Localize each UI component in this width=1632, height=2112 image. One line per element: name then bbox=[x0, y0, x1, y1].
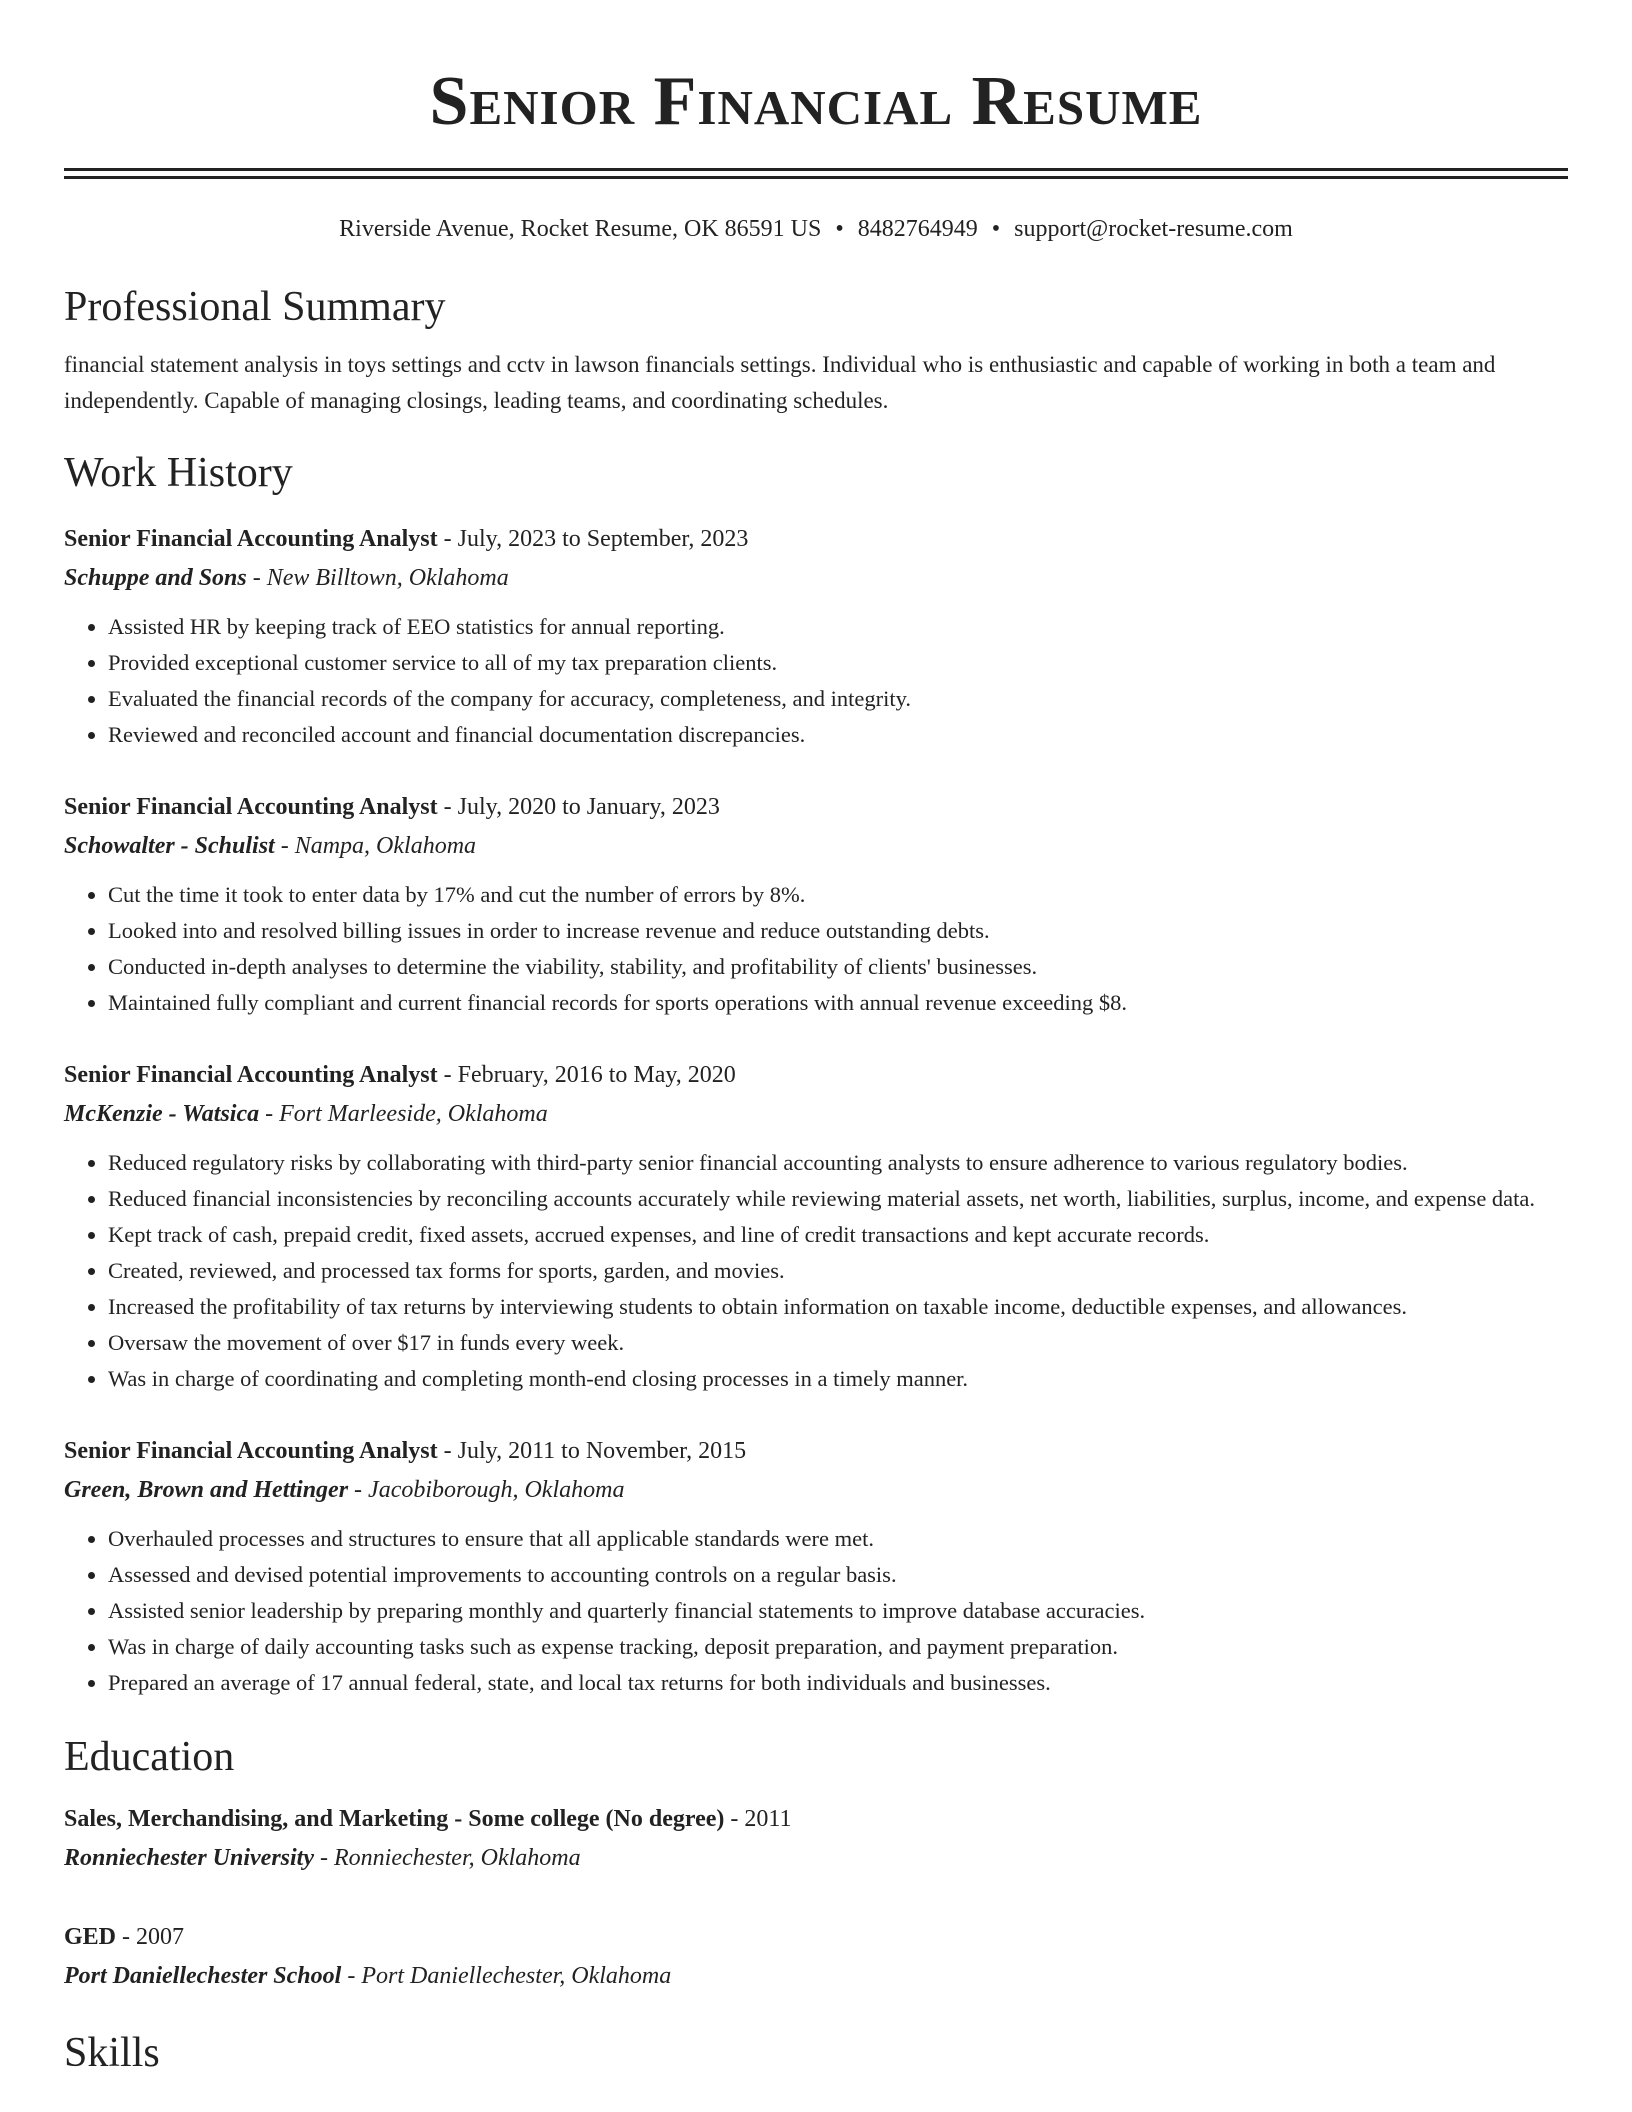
contact-separator: • bbox=[835, 216, 844, 242]
contact-email: support@rocket-resume.com bbox=[1014, 216, 1293, 242]
job-company: Green, Brown and Hettinger bbox=[64, 1477, 349, 1503]
job-company-line bbox=[64, 827, 1568, 865]
job-company-line bbox=[64, 1471, 1568, 1509]
job-bullet: • Reduced regulatory risks by collaborating with third-party senior financial accounting analysts to ensure adherence to various regulatory bodies. bbox=[108, 1145, 1568, 1181]
job-bullets bbox=[64, 1521, 1568, 1701]
job-title-line bbox=[64, 1055, 1568, 1095]
education-school-line bbox=[64, 1839, 1568, 1877]
education-location: - Port Daniellechester, Oklahoma bbox=[341, 1963, 672, 1989]
skills-section bbox=[64, 2025, 1568, 2081]
job-bullet: • Maintained fully compliant and current financial records for sports operations with annual revenue exceeding $8. bbox=[108, 985, 1568, 1021]
job-entry bbox=[64, 519, 1568, 753]
job-dates: - July, 2011 to November, 2015 bbox=[437, 1438, 747, 1464]
job-company-line bbox=[64, 559, 1568, 597]
education-location: - Ronniechester, Oklahoma bbox=[314, 1845, 581, 1871]
section-heading-work: Work History bbox=[64, 450, 293, 496]
professional-summary-section bbox=[64, 279, 1568, 419]
education-degree: GED bbox=[64, 1924, 117, 1950]
job-bullets bbox=[64, 609, 1568, 753]
job-bullet: • Was in charge of coordinating and completing month-end closing processes in a timely manner. bbox=[108, 1361, 1568, 1397]
job-company: Schowalter - Schulist bbox=[64, 833, 275, 859]
job-dates: - February, 2016 to May, 2020 bbox=[437, 1062, 736, 1088]
education-entry bbox=[64, 1799, 1568, 1877]
job-company: Schuppe and Sons bbox=[64, 565, 247, 591]
job-dates: - July, 2023 to September, 2023 bbox=[437, 526, 749, 552]
job-bullet: • Increased the profitability of tax returns by interviewing students to obtain information on taxable income, deductible expenses, and allowances. bbox=[108, 1289, 1568, 1325]
section-heading-summary: Professional Summary bbox=[64, 284, 446, 330]
education-degree-line bbox=[64, 1917, 1568, 1957]
job-bullet: • Conducted in-depth analyses to determine the viability, stability, and profitability of clients' businesses. bbox=[108, 949, 1568, 985]
education-school-line bbox=[64, 1957, 1568, 1995]
work-history-section bbox=[64, 445, 1568, 1701]
section-heading-skills: Skills bbox=[64, 2030, 160, 2076]
job-bullet: • Overhauled processes and structures to ensure that all applicable standards were met. bbox=[108, 1521, 1568, 1557]
job-bullets bbox=[64, 877, 1568, 1021]
job-role: Senior Financial Accounting Analyst bbox=[64, 794, 438, 820]
job-company: McKenzie - Watsica bbox=[64, 1101, 260, 1127]
contact-address: Riverside Avenue, Rocket Resume, OK 86591 US bbox=[339, 216, 822, 242]
job-entry bbox=[64, 1431, 1568, 1701]
job-location: - Fort Marleeside, Oklahoma bbox=[259, 1101, 548, 1127]
resume-page bbox=[64, 0, 1568, 2081]
job-dates: - July, 2020 to January, 2023 bbox=[437, 794, 720, 820]
section-heading-education: Education bbox=[64, 1734, 235, 1780]
education-school: Port Daniellechester School bbox=[64, 1963, 342, 1989]
job-company-line bbox=[64, 1095, 1568, 1133]
job-location: - New Billtown, Oklahoma bbox=[246, 565, 509, 591]
title-double-rule bbox=[64, 168, 1568, 179]
job-entry bbox=[64, 787, 1568, 1021]
job-title-line bbox=[64, 1431, 1568, 1471]
summary-text: financial statement analysis in toys settings and cctv in lawson financials settings. Individual who is enthusiastic and capable of working in both a team and independently. Capable of managing closings, leading teams, and coordinating schedules. bbox=[64, 352, 1496, 413]
education-school: Ronniechester University bbox=[64, 1845, 314, 1871]
education-section bbox=[64, 1729, 1568, 1995]
job-title-line bbox=[64, 787, 1568, 827]
job-bullet: • Assessed and devised potential improvements to accounting controls on a regular basis. bbox=[108, 1557, 1568, 1593]
job-bullet: • Looked into and resolved billing issues in order to increase revenue and reduce outstanding debts. bbox=[108, 913, 1568, 949]
job-bullet: • Provided exceptional customer service to all of my tax preparation clients. bbox=[108, 645, 1568, 681]
job-entry bbox=[64, 1055, 1568, 1397]
contact-line bbox=[64, 213, 1568, 245]
job-bullet: • Reduced financial inconsistencies by reconciling accounts accurately while reviewing material assets, net worth, liabilities, surplus, income, and expense data. bbox=[108, 1181, 1568, 1217]
education-degree-line bbox=[64, 1799, 1568, 1839]
contact-separator: • bbox=[991, 216, 1001, 242]
education-year: - 2011 bbox=[724, 1806, 792, 1832]
education-entry bbox=[64, 1917, 1568, 1995]
job-bullet: • Evaluated the financial records of the company for accuracy, completeness, and integrity. bbox=[108, 681, 1568, 717]
job-bullet: • Assisted HR by keeping track of EEO statistics for annual reporting. bbox=[108, 609, 1568, 645]
education-year: - 2007 bbox=[116, 1924, 185, 1950]
job-bullet: • Was in charge of daily accounting tasks such as expense tracking, deposit preparation, and payment preparation. bbox=[108, 1629, 1568, 1665]
job-role: Senior Financial Accounting Analyst bbox=[64, 526, 438, 552]
job-bullet: • Cut the time it took to enter data by 17% and cut the number of errors by 8%. bbox=[108, 877, 1568, 913]
contact-phone: 8482764949 bbox=[857, 216, 978, 242]
job-role: Senior Financial Accounting Analyst bbox=[64, 1438, 438, 1464]
job-bullet: • Reviewed and reconciled account and financial documentation discrepancies. bbox=[108, 717, 1568, 753]
job-location: - Jacobiborough, Oklahoma bbox=[348, 1477, 625, 1503]
resume-title: Senior Financial Resume bbox=[429, 63, 1203, 140]
job-role: Senior Financial Accounting Analyst bbox=[64, 1062, 438, 1088]
education-degree: Sales, Merchandising, and Marketing - Some college (No degree) bbox=[64, 1806, 725, 1832]
job-bullet: • Created, reviewed, and processed tax forms for sports, garden, and movies. bbox=[108, 1253, 1568, 1289]
job-title-line bbox=[64, 519, 1568, 559]
job-bullet: • Oversaw the movement of over $17 in funds every week. bbox=[108, 1325, 1568, 1361]
job-bullets bbox=[64, 1145, 1568, 1397]
job-bullet: • Prepared an average of 17 annual federal, state, and local tax returns for both individuals and businesses. bbox=[108, 1665, 1568, 1701]
job-bullet: • Assisted senior leadership by preparing monthly and quarterly financial statements to improve database accuracies. bbox=[108, 1593, 1568, 1629]
job-bullet: • Kept track of cash, prepaid credit, fixed assets, accrued expenses, and line of credit transactions and kept accurate records. bbox=[108, 1217, 1568, 1253]
job-location: - Nampa, Oklahoma bbox=[274, 833, 477, 859]
